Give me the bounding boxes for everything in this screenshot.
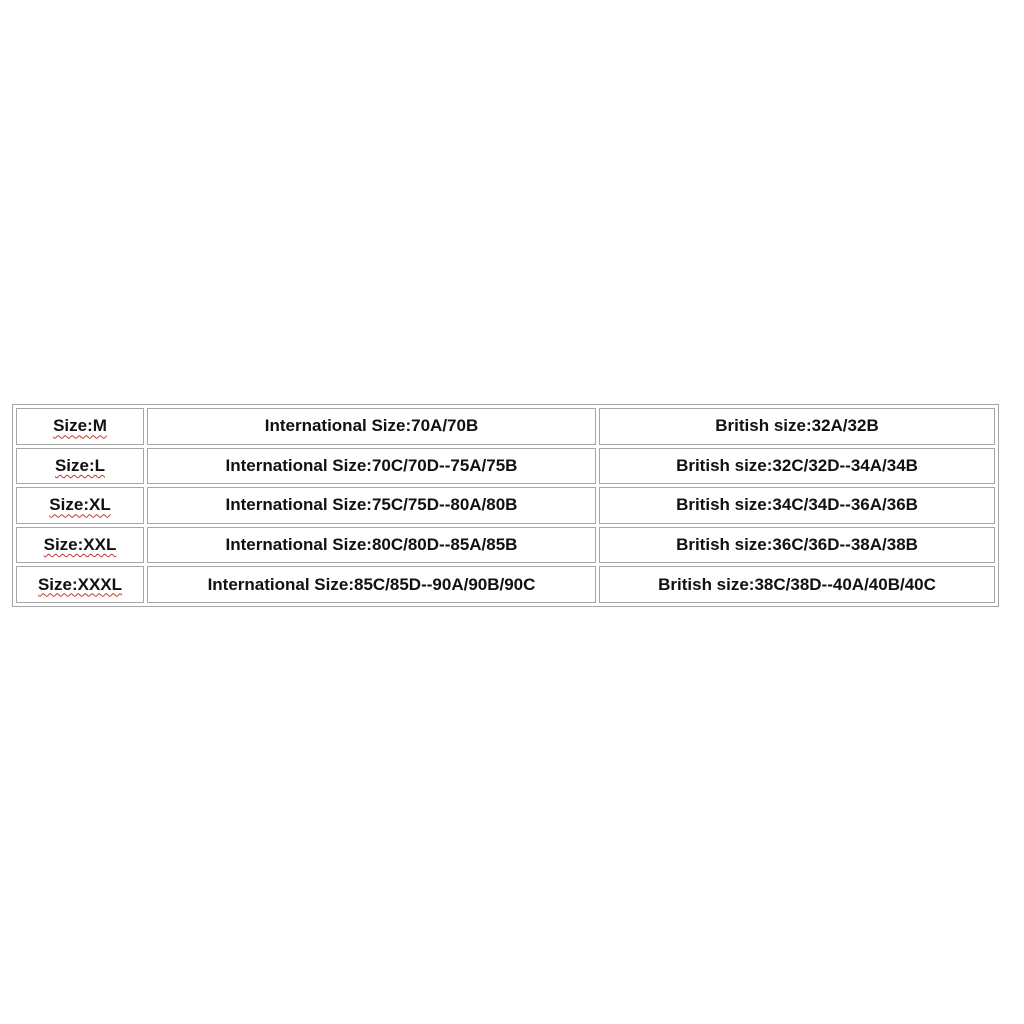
size-label: Size:XXXL [37, 574, 123, 594]
british-size-cell: British size:36C/36D--38A/38B [599, 527, 995, 564]
table-row [16, 527, 995, 564]
size-cell [16, 566, 144, 603]
size-cell [16, 527, 144, 564]
international-size-cell: International Size:70A/70B [147, 408, 596, 445]
british-size-cell: British size:32C/32D--34A/34B [599, 448, 995, 485]
british-size-cell: British size:38C/38D--40A/40B/40C [599, 566, 995, 603]
table-row [16, 408, 995, 445]
size-label: Size:L [54, 455, 106, 475]
size-label: Size:XXL [43, 535, 117, 555]
size-cell [16, 448, 144, 485]
international-size-cell: International Size:80C/80D--85A/85B [147, 527, 596, 564]
size-label: Size:XL [49, 495, 111, 515]
size-cell [16, 408, 144, 445]
table-row [16, 566, 995, 603]
british-size-cell: British size:32A/32B [599, 408, 995, 445]
table-row [16, 487, 995, 524]
size-label: Size:M [53, 416, 107, 436]
british-size-cell: British size:34C/34D--36A/36B [599, 487, 995, 524]
size-chart-table [12, 404, 999, 607]
international-size-cell: International Size:70C/70D--75A/75B [147, 448, 596, 485]
international-size-cell: International Size:75C/75D--80A/80B [147, 487, 596, 524]
international-size-cell: International Size:85C/85D--90A/90B/90C [147, 566, 596, 603]
table-row [16, 448, 995, 485]
size-cell [16, 487, 144, 524]
